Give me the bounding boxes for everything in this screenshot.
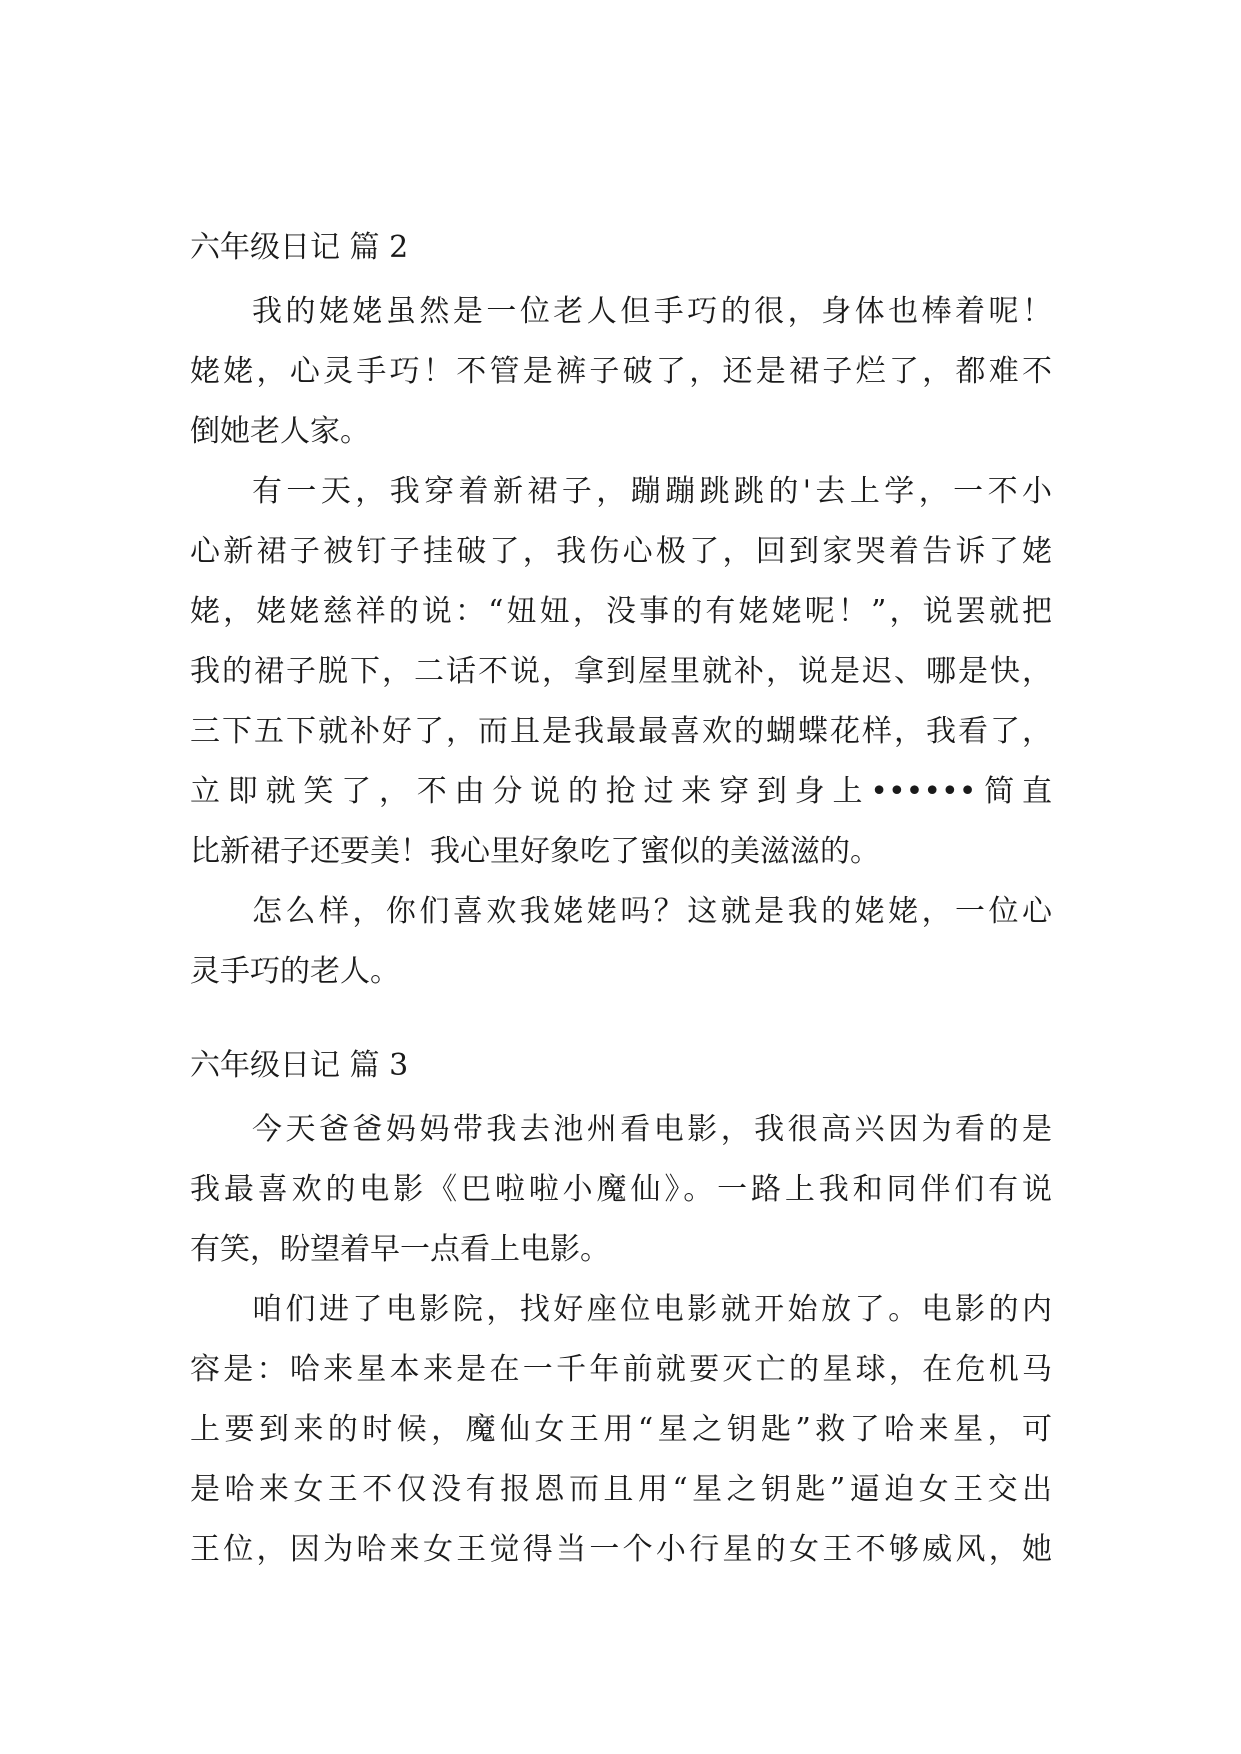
text-line: 姥，姥姥慈祥的说：“妞妞，没事的有姥姥呢！”，说罢就把 — [190, 594, 1052, 629]
text-line: 灵手巧的老人。 — [190, 954, 400, 989]
text-line: 今天爸爸妈妈带我去池州看电影，我很高兴因为看的是 — [252, 1112, 1052, 1147]
text-line: 立即就笑了，不由分说的抢过来穿到身上••••••简直 — [190, 774, 1052, 809]
paragraph — [190, 1280, 1052, 1580]
paragraph — [190, 882, 1052, 1002]
text-line: 上要到来的时候，魔仙女王用“星之钥匙”救了哈来星，可 — [190, 1412, 1052, 1447]
text-line: 容是：哈来星本来是在一千年前就要灭亡的星球，在危机马 — [190, 1352, 1052, 1387]
paragraph — [190, 462, 1052, 882]
text-line: 怎么样，你们喜欢我姥姥吗？这就是我的姥姥，一位心 — [252, 894, 1052, 929]
paragraph — [190, 282, 1052, 462]
text-line: 咱们进了电影院，找好座位电影就开始放了。电影的内 — [252, 1292, 1052, 1327]
diary-entry-3 — [190, 1036, 1052, 1580]
text-line: 心新裙子被钉子挂破了，我伤心极了，回到家哭着告诉了姥 — [190, 534, 1052, 569]
paragraph — [190, 1100, 1052, 1280]
entry-heading: 六年级日记 篇 3 — [190, 1048, 409, 1083]
text-line: 倒她老人家。 — [190, 414, 370, 449]
diary-entry-2 — [190, 218, 1052, 1002]
text-line: 王位，因为哈来女王觉得当一个小行星的女王不够威风，她 — [190, 1532, 1052, 1567]
text-line: 有笑，盼望着早一点看上电影。 — [190, 1232, 610, 1267]
text-line: 我的姥姥虽然是一位老人但手巧的很，身体也棒着呢！ — [252, 294, 1052, 329]
text-line: 三下五下就补好了，而且是我最最喜欢的蝴蝶花样，我看了， — [190, 714, 1052, 749]
text-line: 我最喜欢的电影《巴啦啦小魔仙》。一路上我和同伴们有说 — [190, 1172, 1052, 1207]
text-line: 我的裙子脱下，二话不说，拿到屋里就补，说是迟、哪是快， — [190, 654, 1052, 689]
text-line: 姥姥，心灵手巧！不管是裤子破了，还是裙子烂了，都难不 — [190, 354, 1052, 389]
text-line: 有一天，我穿着新裙子，蹦蹦跳跳的'去上学，一不小 — [252, 474, 1052, 509]
text-line: 比新裙子还要美！我心里好象吃了蜜似的美滋滋的。 — [190, 834, 880, 869]
entry-heading: 六年级日记 篇 2 — [190, 230, 409, 265]
text-line: 是哈来女王不仅没有报恩而且用“星之钥匙”逼迫女王交出 — [190, 1472, 1052, 1507]
